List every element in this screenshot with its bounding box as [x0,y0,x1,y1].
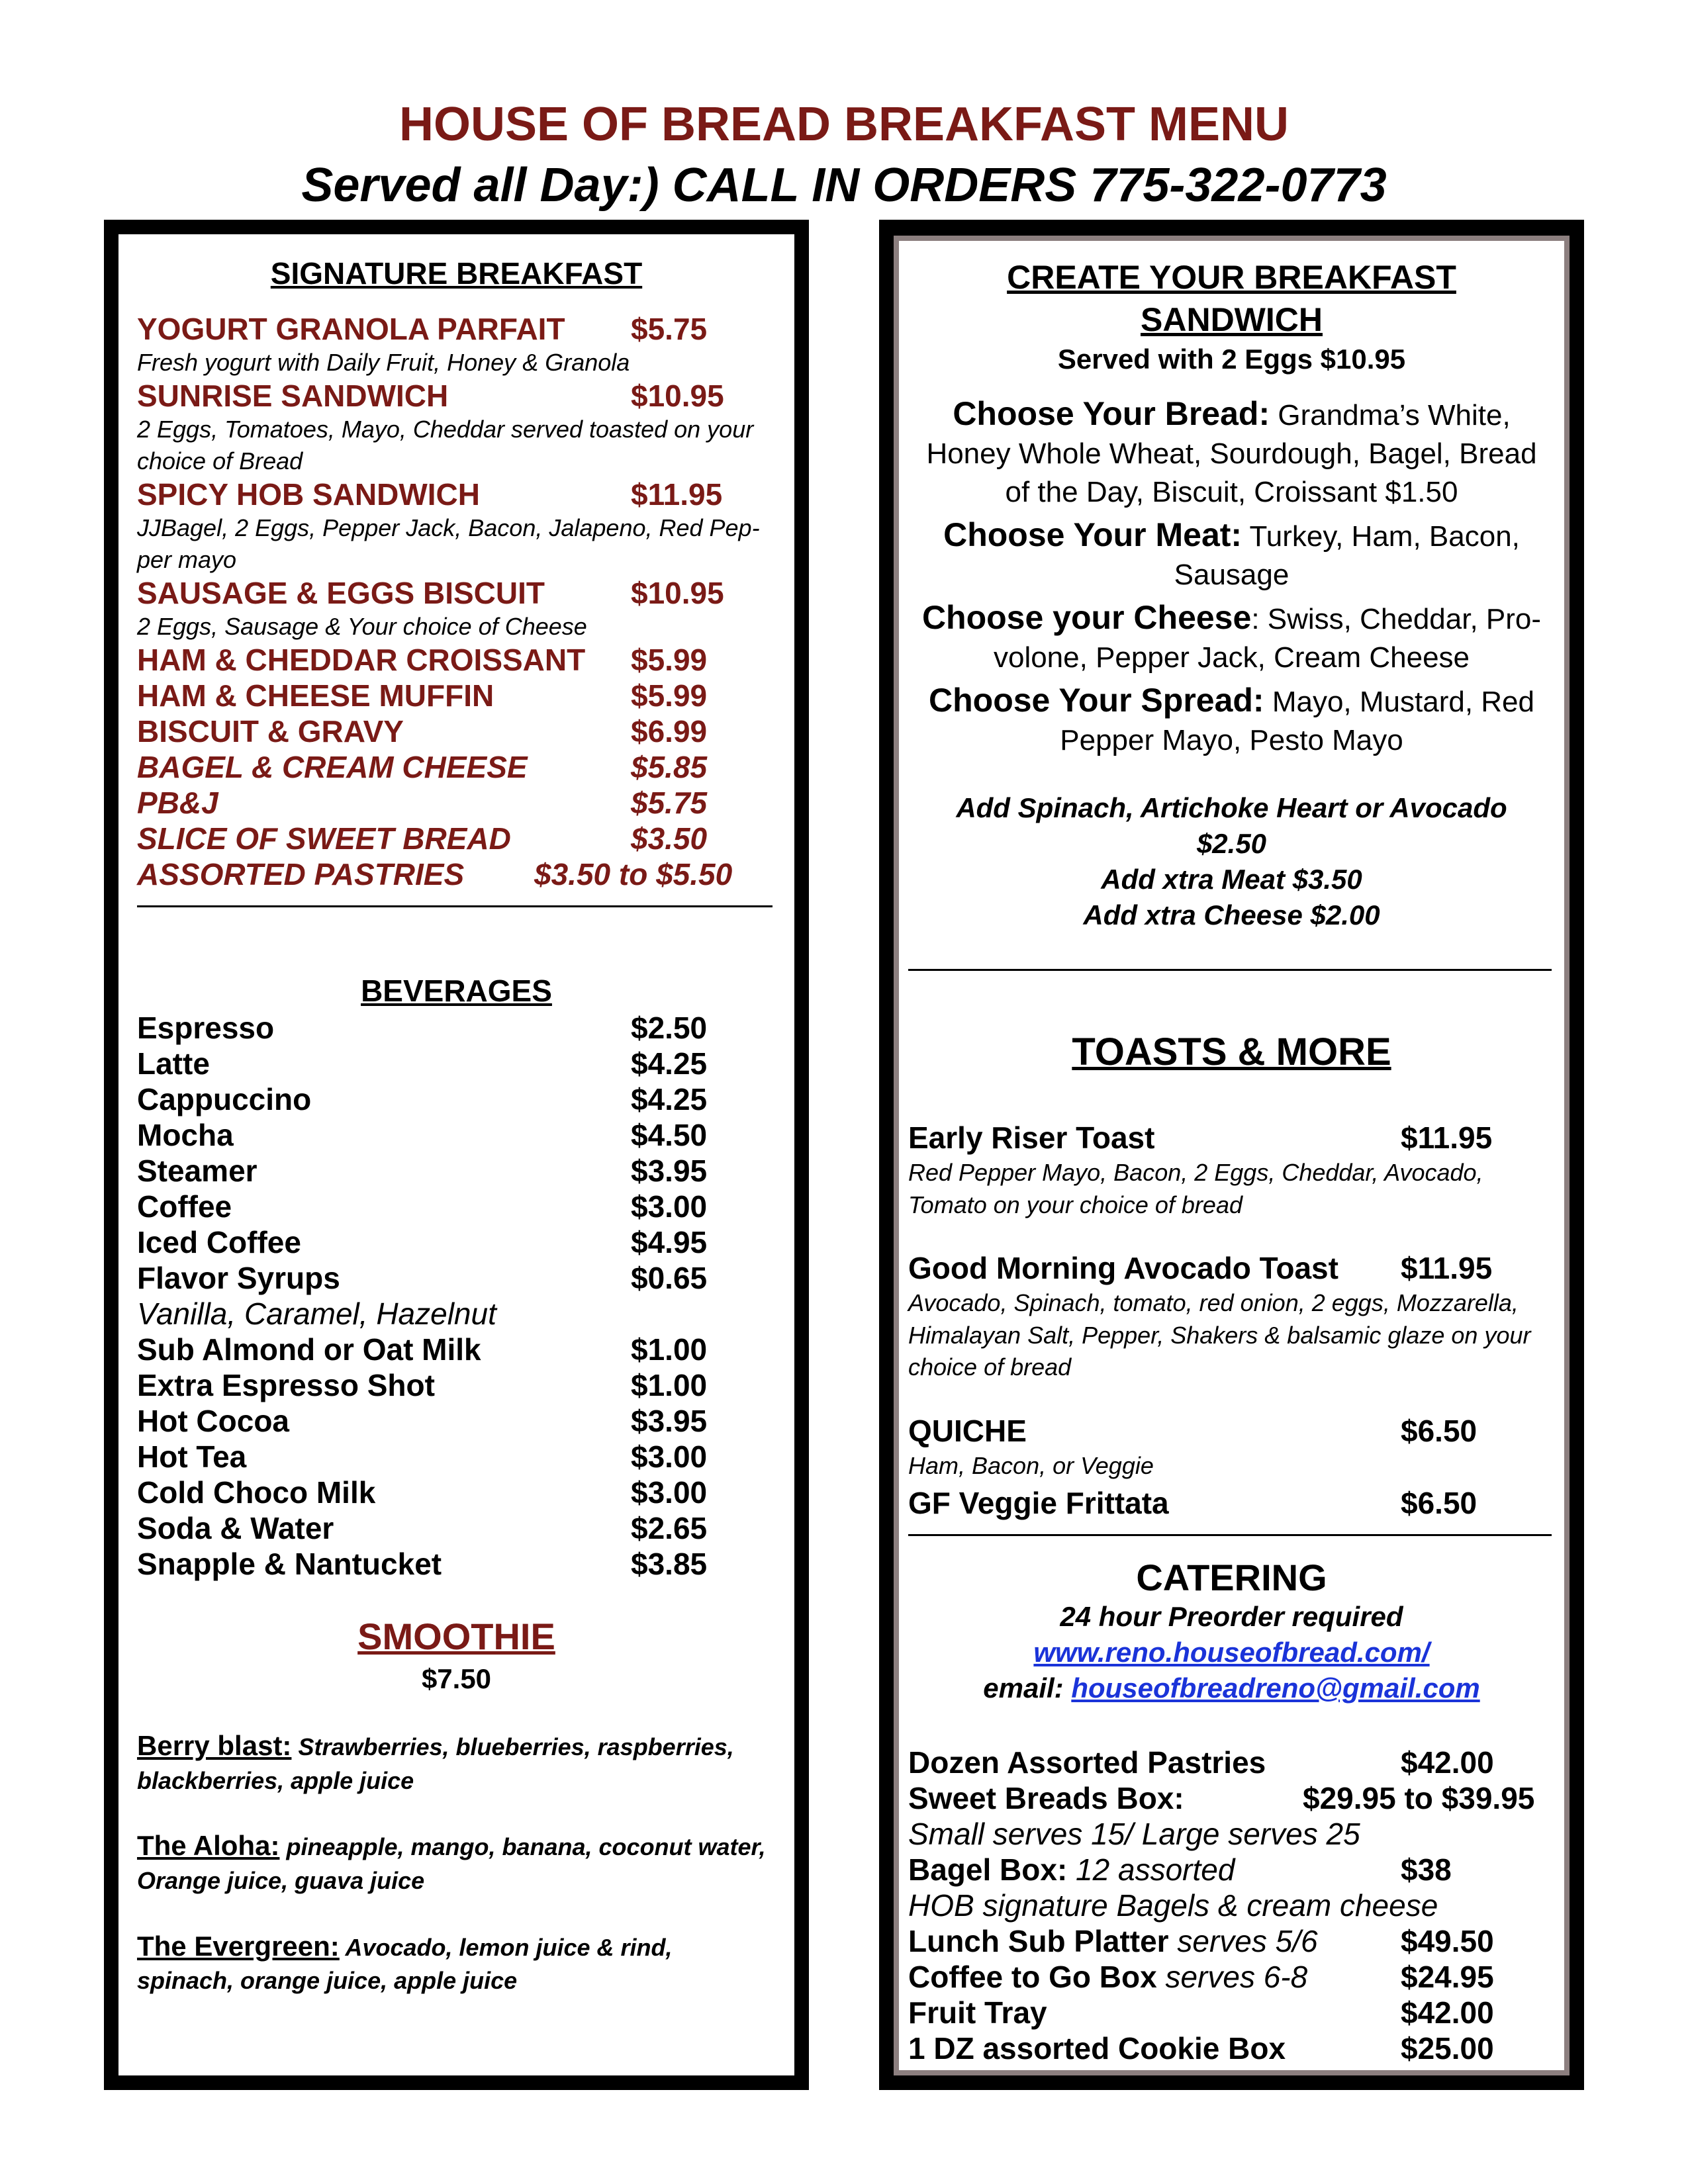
smoothie-desc: Strawberries, blueberries, raspberries, [298,1733,734,1760]
right-column [879,220,1584,2090]
beverage-item [137,1048,781,1084]
menu-item [137,642,781,677]
create-section [894,255,1570,379]
menu-item [137,856,781,891]
item-extra: serves 5/6 [1177,1924,1318,1958]
item-price: $1.00 [631,1332,708,1367]
item-price: $6.50 [1401,1413,1477,1448]
menu-item [137,749,781,784]
toast-item [908,1413,1556,1448]
beverage-item [137,1513,781,1549]
beverage-item [137,1084,781,1120]
item-desc-2: Himalayan Salt, Pepper, Shakers & balsamic glaze on your [908,1321,1531,1349]
cheese-text: : Swiss, Cheddar, Pro- [1251,603,1542,635]
served-with: Served with 2 Eggs $10.95 [1057,343,1406,375]
item-price: $10.95 [631,378,724,413]
bread-line-2: Honey Whole Wheat, Sourdough, Bagel, Bread [926,437,1537,470]
item-name: Cappuccino [137,1082,312,1116]
item-price: $4.50 [631,1118,708,1152]
smoothie-item [137,1727,781,1797]
toast-item [908,1251,1556,1286]
item-desc: JJBagel, 2 Eggs, Pepper Jack, Bacon, Jalapeno, Red Pep-per mayo [137,514,760,574]
choose-options [894,394,1570,760]
catering-note [908,1819,1556,1854]
left-column [104,220,809,2090]
toasts-list [908,1122,1556,1518]
item-name: Sub Almond or Oat Milk [137,1332,481,1367]
item-name: Extra Espresso Shot [137,1368,435,1402]
smoothie-item [137,1928,781,1997]
item-name: Flavor Syrups [137,1261,340,1295]
item-note: Small serves 15/ Large serves 25 [908,1817,1360,1851]
website-link[interactable]: www.reno.houseofbread.com/ [1033,1637,1430,1668]
item-desc-2: Tomato on your choice of bread [908,1191,1243,1218]
spread-line-2: Pepper Mayo, Pesto Mayo [1060,724,1403,756]
item-price: $5.99 [631,642,708,677]
email-label: email: [983,1672,1064,1704]
beverage-item [137,1334,781,1370]
catering-heading: CATERING [1136,1557,1327,1598]
item-price: $10.95 [631,575,724,610]
menu-item [137,314,781,344]
menu-title: HOUSE OF BREAD BREAKFAST MENU [399,98,1289,151]
menu-subtitle: Served all Day:) CALL IN ORDERS 775-322-0773 [301,159,1387,212]
add-on-cheese: Add xtra Cheese $2.00 [1083,899,1380,931]
item-desc: Fresh yogurt with Daily Fruit, Honey & Granola [137,349,630,376]
item-price: $11.95 [1401,1251,1493,1286]
item-name: SAUSAGE & EGGS BISCUIT [137,575,545,610]
bread-line-3: of the Day, Biscuit, Croissant $1.50 [1005,476,1458,508]
item-name: BAGEL & CREAM CHEESE [137,749,528,784]
signature-section [118,255,794,291]
item-name: Early Riser Toast [908,1120,1155,1155]
beverage-item [137,1263,781,1298]
toasts-heading: TOASTS & MORE [1072,1030,1391,1073]
item-name: Bagel Box: [908,1852,1068,1887]
add-on-veggie: Add Spinach, Artichoke Heart or Avocado [956,792,1507,823]
menu-item [137,680,781,711]
item-note: HOB signature Bagels & cream cheese [908,1888,1438,1923]
add-ons [894,790,1570,933]
item-name: Iced Coffee [137,1225,301,1259]
item-price: $6.50 [1401,1485,1477,1520]
beverage-item [137,1191,781,1227]
item-price: $11.95 [1401,1120,1493,1155]
item-price: $3.00 [631,1475,708,1510]
item-price: $24.95 [1401,1960,1494,1994]
add-on-veggie-price: $2.50 [1196,828,1267,859]
toast-item [908,1485,1556,1520]
catering-item [908,1747,1556,1783]
item-name: Soda & Water [137,1511,334,1545]
item-name: HAM & CHEESE MUFFIN [137,678,494,713]
item-price: $3.50 to $5.50 [534,856,733,891]
item-price: $5.75 [631,312,708,346]
menu-item [137,785,781,820]
smoothie-item [137,1827,781,1897]
item-price: $0.65 [631,1261,708,1295]
toasts-section [894,1030,1570,1074]
item-price: $25.00 [1401,2031,1494,2066]
item-name: Coffee [137,1189,232,1224]
item-name: 1 DZ assorted Cookie Box [908,2031,1286,2066]
beverage-item [137,1227,781,1263]
item-price: $42.00 [1401,1745,1494,1780]
item-desc-3: choice of bread [908,1353,1072,1381]
item-name: Espresso [137,1011,275,1045]
item-price: $6.99 [631,713,708,749]
smoothie-desc-2: blackberries, apple juice [137,1766,414,1794]
signature-heading: SIGNATURE BREAKFAST [270,256,643,291]
toast-item [908,1122,1556,1153]
catering-item [908,1783,1556,1819]
add-on-meat: Add xtra Meat $3.50 [1101,864,1362,895]
beverage-item [137,1013,781,1048]
create-heading: CREATE YOUR BREAKFAST [1007,259,1456,296]
bread-text: Grandma’s White, [1278,399,1511,432]
item-extra: 12 assorted [1076,1852,1235,1887]
item-name: Mocha [137,1118,234,1152]
bread-label: Choose Your Bread: [953,395,1270,432]
beverage-item [137,1370,781,1406]
catering-note [908,1890,1556,1926]
signature-list [137,314,781,907]
item-name: Lunch Sub Platter [908,1924,1169,1958]
item-price: $3.95 [631,1404,708,1438]
smoothie-heading: SMOOTHIE [357,1615,555,1657]
meat-label: Choose Your Meat: [943,516,1243,553]
create-heading-2: SANDWICH [1141,301,1323,338]
item-price: $42.00 [1401,1995,1494,2030]
menu-item [137,713,781,749]
item-name: HAM & CHEDDAR CROISSANT [137,642,586,677]
beverages-heading: BEVERAGES [361,974,552,1008]
item-price: $5.75 [631,785,708,820]
item-desc: 2 Eggs, Tomatoes, Mayo, Cheddar served toasted on your choice of Bread [137,415,754,475]
smoothie-list [137,1727,781,1997]
item-name: Sweet Breads Box: [908,1781,1184,1815]
divider [908,969,1552,971]
beverage-item [137,1549,781,1584]
menu-item [137,479,781,510]
item-name: GF Veggie Frittata [908,1485,1169,1520]
item-price: $2.65 [631,1511,708,1545]
item-price: $5.99 [631,678,708,713]
item-price: $3.00 [631,1439,708,1474]
catering-item [908,1962,1556,1997]
meat-text: Turkey, Ham, Bacon, [1249,520,1520,553]
item-name: Good Morning Avocado Toast [908,1251,1338,1286]
menu-item [137,575,781,610]
item-name: Latte [137,1046,210,1081]
item-name: Steamer [137,1154,258,1188]
menu-item [137,823,781,854]
smoothie-section [118,1615,794,1695]
item-price: $3.85 [631,1547,708,1581]
beverages-list [137,1013,781,1584]
cheese-line-2: volone, Pepper Jack, Cream Cheese [993,641,1470,674]
catering-list [908,1747,1556,2069]
catering-preorder: 24 hour Preorder required [1060,1601,1403,1632]
beverage-item [137,1406,781,1441]
divider [908,1534,1552,1536]
meat-line-2: Sausage [1174,559,1289,591]
item-price: $29.95 to $39.95 [1303,1781,1535,1815]
divider [137,905,773,907]
item-name: Cold Choco Milk [137,1475,376,1510]
item-price: $3.50 [631,821,708,856]
item-price: $4.95 [631,1225,708,1259]
item-name: Fruit Tray [908,1995,1047,2030]
item-price: $49.50 [1401,1924,1494,1958]
beverage-item [137,1156,781,1191]
menu-item [137,378,781,413]
item-name: YOGURT GRANOLA PARFAIT [137,312,565,346]
smoothie-price: $7.50 [421,1663,492,1694]
item-name: SPICY HOB SANDWICH [137,477,480,512]
item-name: SUNRISE SANDWICH [137,378,449,413]
item-price: $1.00 [631,1368,708,1402]
catering-item [908,1997,1556,2033]
smoothie-desc-2: Orange juice, guava juice [137,1866,425,1894]
smoothie-name: Berry blast: [137,1730,292,1761]
item-name: PB&J [137,785,218,820]
item-name: Coffee to Go Box [908,1960,1157,1994]
item-price: $3.00 [631,1189,708,1224]
smoothie-desc-2: spinach, orange juice, apple juice [137,1967,518,1995]
smoothie-desc: Avocado, lemon juice & rind, [345,1933,673,1961]
beverages-section [118,973,794,1009]
item-price: $2.50 [631,1011,708,1045]
spread-text: Mayo, Mustard, Red [1272,686,1534,718]
item-name: QUICHE [908,1413,1027,1448]
beverage-item [137,1120,781,1156]
item-name: Hot Tea [137,1439,247,1474]
item-desc: Ham, Bacon, or Veggie [908,1451,1154,1479]
item-name: ASSORTED PASTRIES [137,856,465,891]
item-price: $4.25 [631,1082,708,1116]
beverage-item [137,1441,781,1477]
item-desc: Avocado, Spinach, tomato, red onion, 2 eggs, Mozzarella, [908,1289,1519,1317]
catering-item [908,2033,1556,2069]
spread-label: Choose Your Spread: [929,682,1264,719]
item-name: BISCUIT & GRAVY [137,713,404,749]
item-name: Hot Cocoa [137,1404,289,1438]
item-price: $11.95 [631,477,723,512]
item-price: $3.95 [631,1154,708,1188]
item-price: $38 [1401,1852,1452,1887]
item-extra: serves 6-8 [1165,1960,1308,1994]
item-name: SLICE OF SWEET BREAD [137,821,511,856]
item-desc: Red Pepper Mayo, Bacon, 2 Eggs, Cheddar, Avocado, [908,1159,1483,1186]
catering-item [908,1926,1556,1962]
item-name: Dozen Assorted Pastries [908,1745,1266,1780]
smoothie-desc: pineapple, mango, banana, coconut water, [286,1833,766,1861]
email-link[interactable]: houseofbreadreno@gmail.com [1071,1672,1480,1704]
item-name: Vanilla, Caramel, Hazelnut [137,1297,496,1331]
beverage-note [137,1298,781,1334]
smoothie-name: The Evergreen: [137,1930,340,1962]
item-name: Snapple & Nantucket [137,1547,442,1581]
cheese-label: Choose your Cheese [921,599,1252,636]
item-price: $5.85 [631,749,708,784]
item-price: $4.25 [631,1046,708,1081]
catering-item [908,1854,1556,1890]
beverage-item [137,1477,781,1513]
catering-section [894,1557,1570,1706]
item-desc: 2 Eggs, Sausage & Your choice of Cheese [137,612,587,640]
smoothie-name: The Aloha: [137,1830,280,1862]
